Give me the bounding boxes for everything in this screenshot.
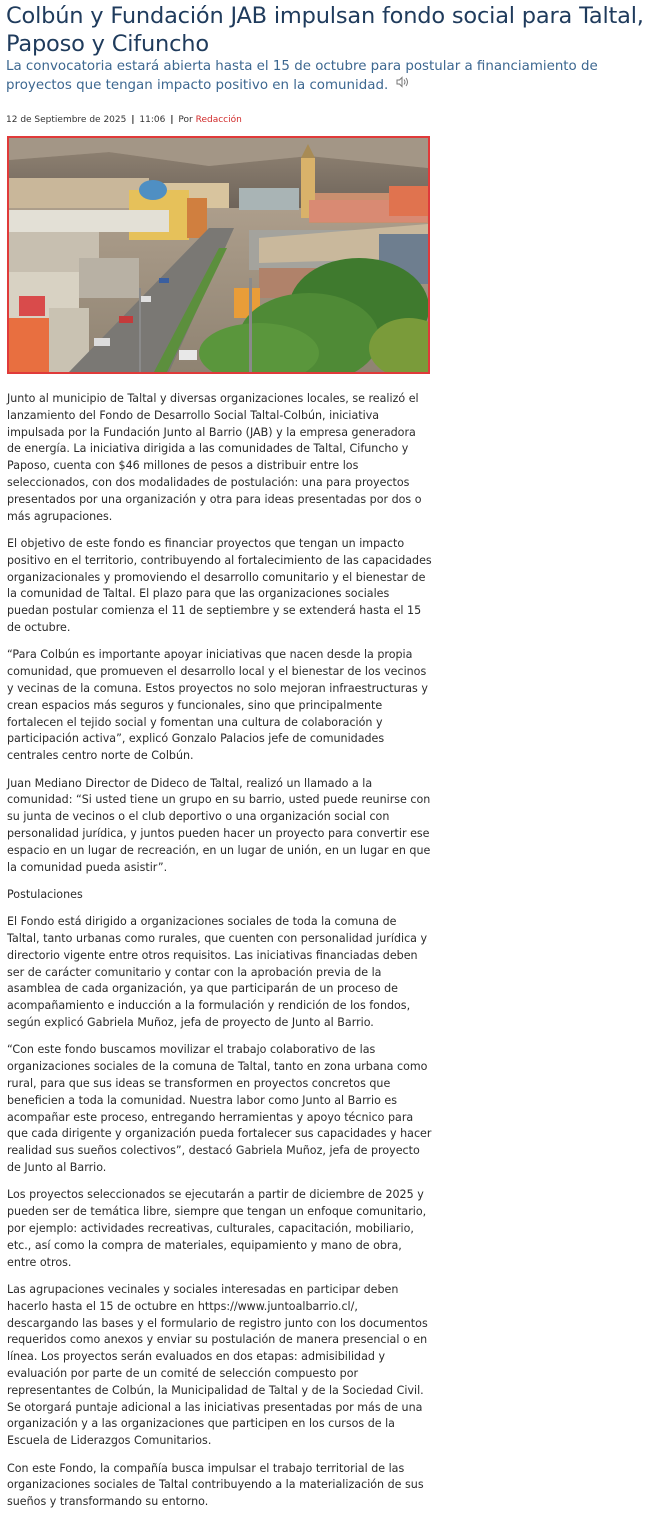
meta-separator: | (170, 115, 174, 125)
paragraph: “Con este fondo buscamos movilizar el trabajo colaborativo de las organizaciones sociales de la comuna de Taltal, tanto en zona urbana como rural, para que sus ideas se transformen en proyectos concretos que beneficien a toda la comunidad. Nuestra labor como Junto al Barrio es acompañar este proceso, entregando herramientas y apoyo técnico para que cada dirigente y organización pueda fortalecer sus capacidades y hacer realidad sus sueños colectivos”, destacó Gabriela Muñoz, jefa de proyecto de Junto al Barrio. (7, 1043, 432, 1175)
town-illustration (9, 138, 428, 372)
paragraph: Junto al municipio de Taltal y diversas organizaciones locales, se realizó el lanzamiento del Fondo de Desarrollo Social Taltal-Colbún, iniciativa impulsada por la Fundación Junto al Barrio (JAB) y la empresa generadora de energía. La iniciativa dirigida a las comunidades de Taltal, Cifuncho y Paposo, cuenta con $46 millones de pesos a distribuir entre los seleccionados, con dos modalidades de postulación: una para proyectos presentados por una organización y otra para ideas presentadas por dos o más agrupaciones. (7, 392, 422, 523)
paragraph: El objetivo de este fondo es financiar proyectos que tengan un impacto positivo en el territorio, contribuyendo al fortalecimiento de las capacidades organizacionales y promoviendo el desarrollo comunitario y el bienestar de la comunidad de Taltal. El plazo para que las organizaciones sociales puedan postular comienza el 11 de septiembre y se extenderá hasta el 15 de octubre. (7, 536, 432, 634)
meta-separator: | (131, 115, 135, 125)
article-body (7, 391, 432, 1522)
article-meta (6, 115, 242, 125)
paragraph: Los proyectos seleccionados se ejecutarán a partir de diciembre de 2025 y pueden ser de temática libre, siempre que tengan un enfoque comunitario, por ejemplo: actividades recreativas, culturales, capacitación, mobiliario, etc., así como la compra de materiales, equipamiento y mano de obra, entre otros. (7, 1188, 427, 1269)
article-subtitle (6, 58, 648, 95)
article-title: Colbún y Fundación JAB impulsan fondo social para Taltal, Paposo y Cifuncho (6, 3, 644, 57)
paragraph: Juan Mediano Director de Dideco de Taltal, realizó un llamado a la comunidad: “Si usted tiene un grupo en su barrio, usted puede reunirse con su junta de vecinos o el club deportivo o una organización social con personalidad jurídica, y juntos pueden hacer un proyecto para convertir ese espacio en un lugar de recreación, en un lugar de unión, en un lugar en que la comunidad pueda asistir”. (7, 776, 431, 874)
byline-label: Por (178, 115, 193, 125)
taltal-town-photo (7, 136, 430, 374)
subtitle-text: La convocatoria estará abierta hasta el 15 de octubre para postular a financiamiento de proyectos que tengan impacto positivo en la comunidad. (6, 59, 598, 93)
author-link[interactable]: Redacción (195, 115, 242, 125)
section-heading: Postulaciones (7, 887, 83, 901)
publish-date: 12 de Septiembre de 2025 (6, 115, 127, 125)
paragraph: Las agrupaciones vecinales y sociales interesadas en participar deben hacerlo hasta el 15 de octubre en https://www.juntoalbarrio.cl/, descargando las bases y el formulario de registro junto con los documentos requeridos como anexos y enviar su postulación de manera presencial o en línea. Los proyectos serán evaluados en dos etapas: admisibilidad y evaluación por parte de un comité de selección compuesto por representantes de Colbún, la Municipalidad de Taltal y de la Sociedad Civil. Se otorgará puntaje adicional a las iniciativas presentadas por más de una organización y a las organizaciones que participen en los cursos de la Escuela de Liderazgos Comunitarios. (7, 1283, 428, 1448)
paragraph: Con este Fondo, la compañía busca impulsar el trabajo territorial de las organizaciones sociales de Taltal contribuyendo a la materialización de sus sueños y transformando su entorno. (7, 1461, 424, 1509)
paragraph: “Para Colbún es importante apoyar iniciativas que nacen desde la propia comunidad, que promueven el desarrollo local y el bienestar de los vecinos y vecinas de la comuna. Estos proyectos no solo mejoran infraestructuras y crean espacios más seguros y funcionales, sino que principalmente fortalecen el tejido social y fomentan una cultura de colaboración y participación activa”, explicó Gonzalo Palacios jefe de comunidades centrales centro norte de Colbún. (7, 648, 428, 763)
audio-listen-icon[interactable] (396, 76, 410, 94)
publish-time: 11:06 (139, 115, 166, 125)
paragraph: El Fondo está dirigido a organizaciones sociales de toda la comuna de Taltal, tanto urbanas como rurales, que cuenten con personalidad jurídica y directorio vigente entre otros requisitos. Las iniciativas financiadas deben ser de carácter comunitario y contar con la aprobación previa de la asamblea de cada organización, ya que participarán de un proceso de acompañamiento e inducción a la formulación y rendición de los fondos, según explicó Gabriela Muñoz, jefa de proyecto de Junto al Barrio. (7, 915, 428, 1030)
